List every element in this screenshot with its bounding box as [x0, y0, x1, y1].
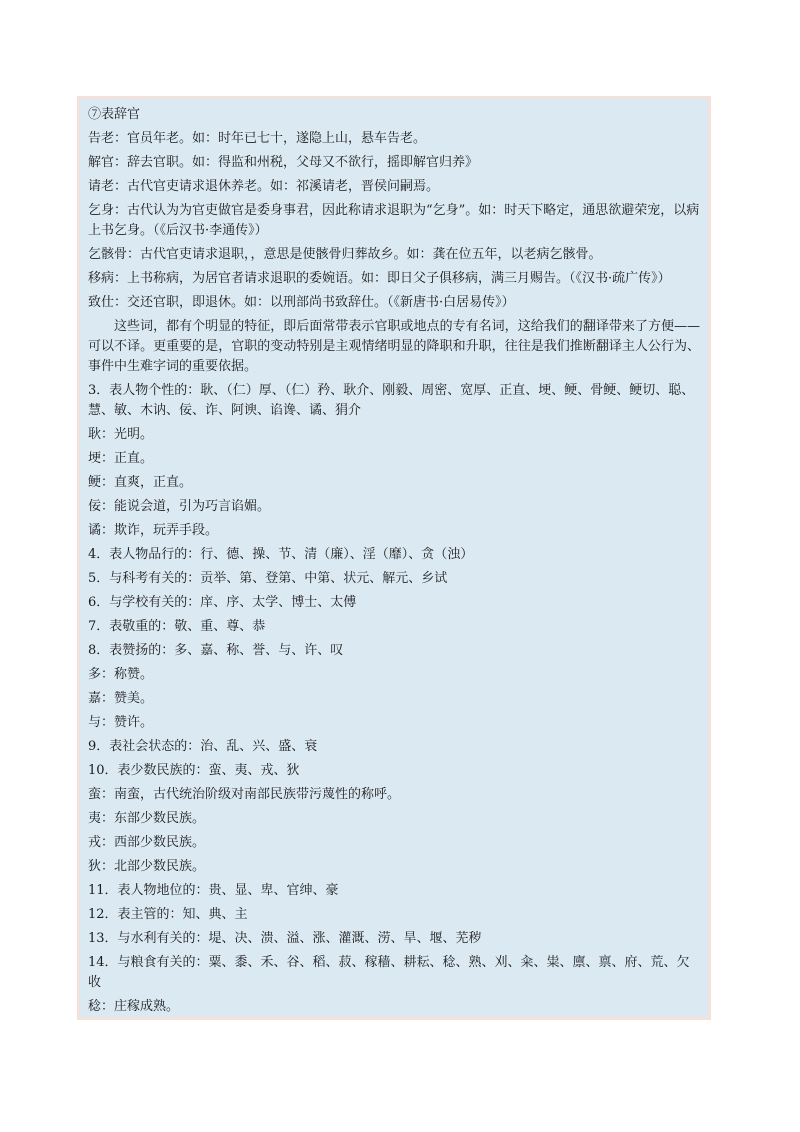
notes-panel [77, 96, 711, 1020]
term-line: 告老：官员年老。如：时年已七十，遂隐上山，悬车告老。 [88, 131, 427, 146]
category-line: 13．与水利有关的：堤、决、溃、溢、涨、灌溉、涝、旱、堰、芜秽 [88, 931, 482, 946]
category-line: 4．表人物品行的：行、德、操、节、清（廉）、淫（靡）、贪（浊） [88, 547, 474, 562]
category-line: 14．与粮食有关的：粟、黍、禾、谷、稻、菽、稼穑、耕耘、稔、熟、刈、籴、粜、廪、禀、府、荒、欠收 [88, 955, 690, 990]
term-line: 佞：能说会道，引为巧言谄媚。 [88, 499, 271, 514]
category-line: 12．表主管的：知、典、主 [88, 907, 248, 922]
term-line: 致仕：交还官职，即退休。如：以刑部尚书致辞仕。（《新唐书·白居易传》） [88, 295, 515, 310]
term-line: 蛮：南蛮，古代统治阶级对南部民族带污蔑性的称呼。 [88, 787, 401, 802]
term-line: 解官：辞去官职。如：得监和州税，父母又不欲行，摇即解官归养》 [88, 155, 479, 170]
term-line: 请老：古代官吏请求退休养老。如：祁溪请老，晋侯问嗣焉。 [88, 179, 440, 194]
category-line: 11．表人物地位的：贵、显、卑、官绅、豪 [88, 883, 339, 898]
term-line: 埂：正直。 [88, 451, 154, 466]
category-line: 6．与学校有关的：庠、序、太学、博士、太傅 [88, 595, 357, 610]
category-line: 3．表人物个性的：耿、（仁）厚、（仁）矜、耿介、刚毅、周密、宽厚、正直、埂、鲠、骨鲠、鲠切、聪、慧、敏、木讷、佞、诈、阿谀、谄谗、谲、狷介 [88, 383, 695, 418]
term-line: 移病：上书称病，为居官者请求退职的委婉语。如：即日父子俱移病，满三月赐告。（《汉书·疏广传》） [88, 271, 671, 286]
category-line: 10．表少数民族的：蛮、夷、戎、狄 [88, 763, 300, 778]
term-line: 与：赞许。 [88, 715, 154, 730]
term-line: 谲：欺诈，玩弄手段。 [88, 523, 219, 538]
term-line: 夷：东部少数民族。 [88, 811, 206, 826]
section-heading: ⑦表辞官 [88, 107, 141, 122]
category-line: 5．与科考有关的：贡举、第、登第、中第、状元、解元、乡试 [88, 571, 448, 586]
explanation-paragraph: 这些词，都有个明显的特征，即后面常带表示官职或地点的专有名词，这给我们的翻译带来了方便——可以不译。更重要的是，官职的变动特别是主观情绪明显的降职和升职，往往是我们推断翻译主人公行为、事件中生难字词的重要依据。 [88, 319, 700, 374]
term-line: 嘉：赞美。 [88, 691, 154, 706]
category-line: 8．表赞扬的：多、嘉、称、誉、与、许、叹 [88, 643, 344, 658]
category-line: 7．表敬重的：敬、重、尊、恭 [88, 619, 266, 634]
term-line: 狄：北部少数民族。 [88, 859, 206, 874]
term-line: 耿：光明。 [88, 427, 154, 442]
term-line: 乞身：古代认为为官吏做官是委身事君，因此称请求退职为“乞身”。如：时天下略定，通思欲避荣宠，以病上书乞身。（《后汉书·李通传》） [88, 203, 700, 238]
term-line: 鲠：直爽，正直。 [88, 475, 193, 490]
term-line: 多：称赞。 [88, 667, 154, 682]
category-line: 9．表社会状态的：治、乱、兴、盛、衰 [88, 739, 318, 754]
term-line: 稔：庄稼成熟。 [88, 999, 180, 1014]
term-line: 戎：西部少数民族。 [88, 835, 206, 850]
term-line: 乞骸骨：古代官吏请求退职，，意思是使骸骨归葬故乡。如：龚在位五年，以老病乞骸骨。 [88, 247, 602, 262]
